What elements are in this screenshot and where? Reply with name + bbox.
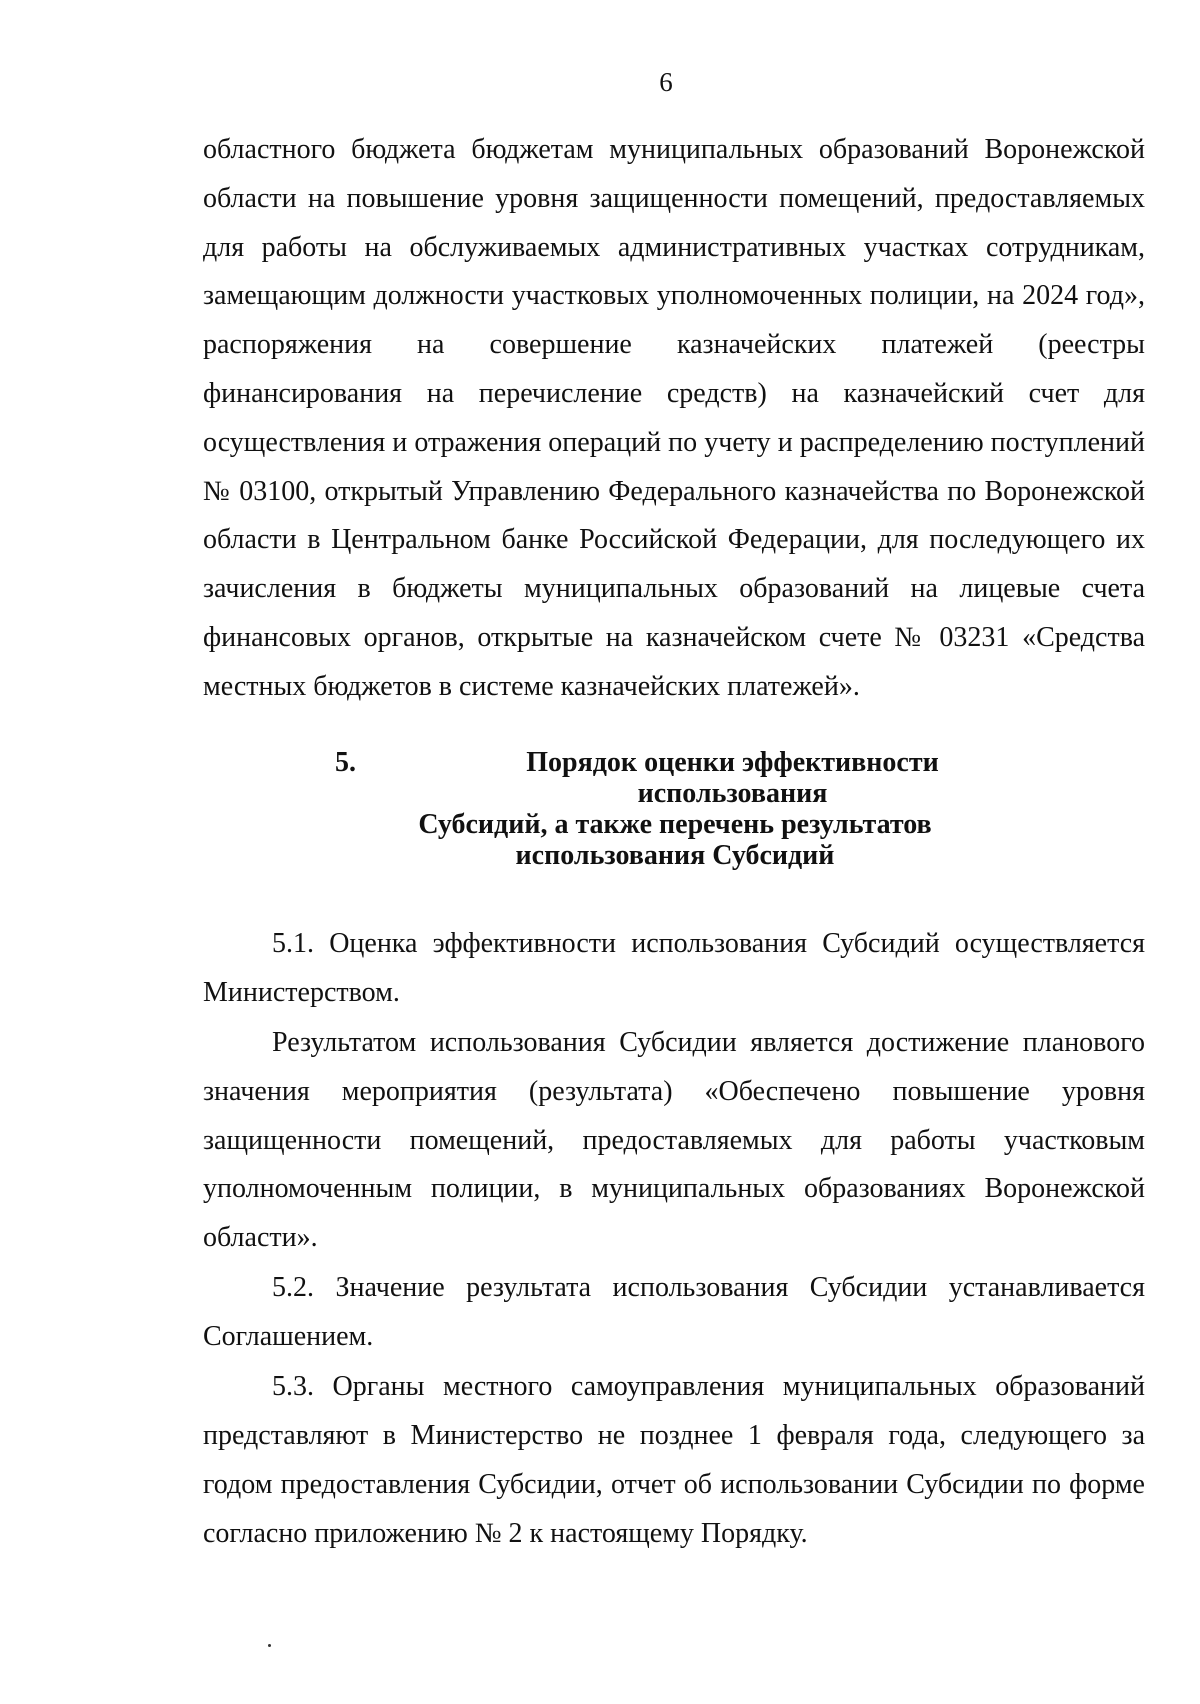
- scan-speck: [268, 1644, 271, 1647]
- paragraph-5-2: 5.2. Значение результата использования Субсидии устанавливается Соглашением.: [203, 1272, 1145, 1353]
- intro-paragraph: областного бюджета бюджетам муниципальных образований Воронежской области на повышение уровня защищенности помещений, предоставляемых для работы на обслуживаемых административных участках сотрудникам, замещающим должности участковых уполномоченных полиции, на 2024 год», распоряжения на совершение казначейских платежей (реестры финансирования на перечисление средств) на казначейский счет для осуществления и отражения операций по учету и распределению поступлений № 03100, открытый Управлению Федерального казначейства по Воронежской области в Центральном банке Российской Федерации, для последующего их зачисления в бюджеты муниципальных образований на лицевые счета финансовых органов, открытые на казначейском счете № 03231 «Средства местных бюджетов в системе казначейских платежей».: [203, 134, 1145, 702]
- section-title-line-3: использования Субсидий: [515, 840, 835, 871]
- section-number: 5.: [335, 747, 356, 778]
- section-title-line-1: Порядок оценки эффективности использования: [526, 747, 939, 809]
- paragraph-5-1: 5.1. Оценка эффективности использования Субсидий осуществляется Министерством.: [203, 928, 1145, 1008]
- paragraph-5-3: 5.3. Органы местного самоуправления муниципальных образований представляют в Министерство не позднее 1 февраля года, следующего за годом предоставления Субсидии, отчет об использовании Субсидии по форме согласно приложению № 2 к настоящему Порядку.: [203, 1371, 1145, 1549]
- paragraph-result: Результатом использования Субсидии является достижение планового значения мероприятия (результата) «Обеспечено повышение уровня защищенности помещений, предоставляемых для работы участковым уполномоченным полиции, в муниципальных образованиях Воронежской области».: [203, 1026, 1145, 1254]
- section-body: [203, 920, 1145, 1560]
- section-title: [335, 747, 1015, 871]
- section-title-line-2: Субсидий, а также перечень результатов: [418, 809, 932, 840]
- page-number: 6: [659, 67, 673, 97]
